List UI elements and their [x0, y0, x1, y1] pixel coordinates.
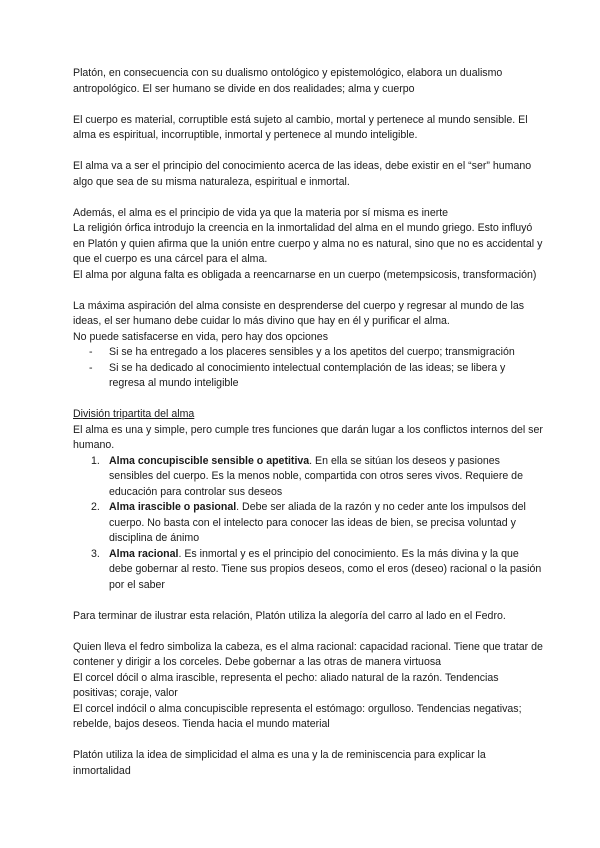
spacer: [73, 733, 543, 749]
item-text: . En ella se sitúan los deseos y pasiones sensibles del cuerpo. Es la menos noble, compartida con otros seres vivos. Requiere de educación para controlar sus deseos: [109, 454, 523, 498]
spacer: [73, 624, 543, 640]
chariot-allegory-line: Para terminar de ilustrar esta relación, Platón utiliza la alegoría del carro al lado en el Fedro.: [73, 609, 506, 622]
list-item: [73, 454, 543, 501]
reincarnation-line: El alma por alguna falta es obligada a reencarnarse en un cuerpo (metempsicosis, transformación): [73, 268, 537, 281]
intro-paragraph-knowledge: El alma va a ser el principio del conocimiento acerca de las ideas, debe existir en el “ser” humano algo que sea de su misma naturaleza, espiritual e inmortal.: [73, 160, 532, 188]
dash-bullet: -: [89, 346, 93, 358]
item-title: Alma concupiscible sensible o apetitiva: [109, 454, 310, 467]
spacer: [73, 97, 543, 113]
spacer: [73, 392, 543, 408]
dash-bullet: -: [89, 361, 93, 374]
indocile-horse-line: El corcel indócil o alma concupiscible representa el estómago: orgulloso. Tendencias negativas; rebelde, bajos deseos. Tienda hacia el mundo material: [73, 702, 522, 730]
charioteer-line: Quien lleva el fedro simboliza la cabeza, es el alma racional: capacidad racional. Tiene que tratar de contener y dirigir a los corceles. Debe gobernar a las otras de manera virtuosa: [73, 640, 543, 668]
spacer: [73, 593, 543, 609]
spacer: [73, 283, 543, 299]
soul-parts-list: [73, 454, 543, 594]
item-number: 2.: [91, 501, 100, 513]
list-item: [73, 547, 543, 594]
item-number: 1.: [91, 454, 100, 467]
options-intro-line: No puede satisfacerse en vida, pero hay dos opciones: [73, 330, 329, 343]
section-heading: División tripartita del alma: [73, 408, 195, 420]
item-text: . Debe ser aliada de la razón y no ceder ante los impulsos del cuerpo. No basta con el intelecto para conocer las ideas de bien, se precisa voluntad y disciplina de ánimo: [109, 501, 526, 544]
final-paragraph: Platón utiliza la idea de simplicidad el alma es una y la de reminiscencia para explicar la inmortalidad: [73, 749, 486, 777]
aspiration-line: La máxima aspiración del alma consiste en desprenderse del cuerpo y regresar al mundo de las ideas, el ser humano debe cuidar lo más divino que hay en él y purificar el alma.: [73, 299, 525, 327]
option-text: Si se ha dedicado al conocimiento intelectual contemplación de las ideas; se libera y regresa al mundo inteligible: [109, 361, 506, 389]
item-title: Alma racional: [109, 547, 179, 560]
list-item: [73, 345, 543, 361]
item-number: 3.: [91, 547, 100, 560]
option-text: Si se ha entregado a los placeres sensibles y a los apetitos del cuerpo; transmigración: [109, 346, 515, 358]
spacer: [73, 190, 543, 206]
spacer: [73, 144, 543, 160]
intro-paragraph-dualism: Platón, en consecuencia con su dualismo ontológico y epistemológico, elabora un dualismo antropológico. El ser humano se divide en dos realidades; alma y cuerpo: [73, 67, 503, 95]
item-title: Alma irascible o pasional: [109, 501, 237, 513]
division-intro: El alma es una y simple, pero cumple tres funciones que darán lugar a los conflictos internos del ser humano.: [73, 423, 543, 451]
list-item: [73, 361, 543, 392]
orphic-religion-line: La religión órfica introdujo la creencia en la inmortalidad del alma en el mundo griego. Esto influyó en Platón y quien afirma que la unión entre cuerpo y alma no es natural, sino que no es accidental y que el cuerpo es una cárcel para el alma.: [73, 222, 543, 265]
document-page: [73, 66, 543, 779]
life-principle-line: Además, el alma es el principio de vida ya que la materia por sí misma es inerte: [73, 206, 449, 219]
docile-horse-line: El corcel dócil o alma irascible, representa el pecho: aliado natural de la razón. Tendencias positivas; coraje, valor: [73, 671, 499, 699]
item-text: . Es inmortal y es el principio del conocimiento. Es la más divina y la que debe gobernar al resto. Tiene sus propios deseos, como el eros (deseo) racional o la pasión por el saber: [109, 547, 542, 591]
list-item: [73, 500, 543, 547]
options-list: [73, 345, 543, 392]
intro-paragraph-body-soul: El cuerpo es material, corruptible está sujeto al cambio, mortal y pertenece al mundo sensible. El alma es espiritual, incorruptible, inmortal y pertenece al mundo inteligible.: [73, 113, 528, 141]
